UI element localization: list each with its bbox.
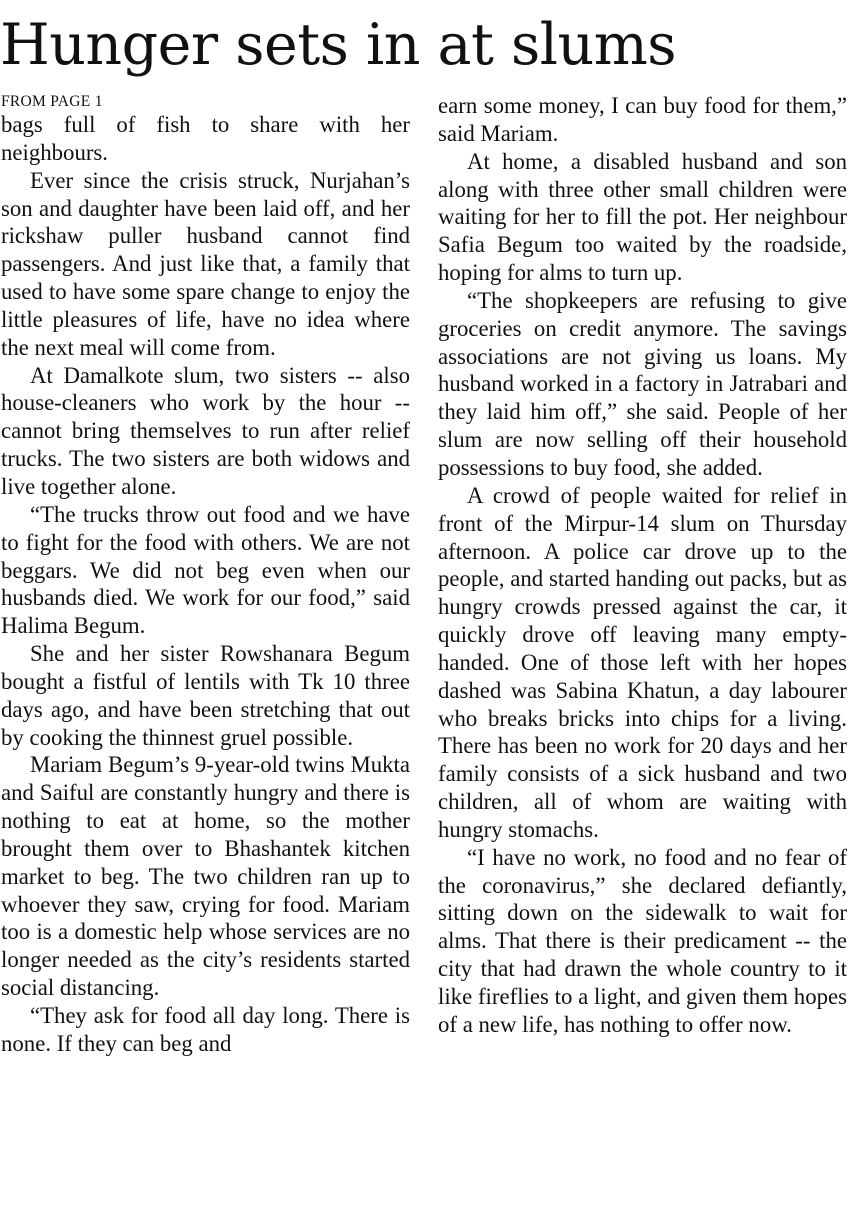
article-column-right: [438, 92, 847, 1039]
paragraph: At home, a disabled husband and son along with three other small children were waiting for her to fill the pot. Her neighbour Safia Begum too waited by the roadside, hoping for alms to turn up.: [438, 148, 847, 286]
paragraph: earn some money, I can buy food for them,” said Mariam.: [438, 93, 847, 146]
paragraph: At Damalkote slum, two sisters -- also house-cleaners who work by the hour -- cannot bring themselves to run after relief trucks. The two sisters are both widows and live together alone.: [1, 362, 410, 499]
paragraph: She and her sister Rowshanara Begum bought a fistful of lentils with Tk 10 three days ago, and have been stretching that out by cooking the thinnest gruel possible.: [1, 641, 410, 750]
headline: Hunger sets in at slums: [0, 12, 677, 78]
paragraph: Mariam Begum’s 9-year-old twins Mukta and Saiful are constantly hungry and there is nothing to eat at home, so the mother brought them over to Bhashantek kitchen market to beg. The two children ran up to whoever they saw, crying for food. Mariam too is a domestic help whose services are no longer needed as the city’s residents started social distancing.: [1, 752, 410, 1001]
paragraph: “I have no work, no food and no fear of the coronavirus,” she declared defiantly, sitting down on the sidewalk to wait for alms. That there is their predicament -- the city that had drawn the whole country to it like fireflies to a light, and given them hopes of a new life, has nothing to offer now.: [438, 844, 847, 1037]
paragraph: Ever since the crisis struck, Nurjahan’s son and daughter have been laid off, and her rickshaw puller husband cannot find passengers. And just like that, a family that used to have some spare change to enjoy the little pleasures of life, have no idea where the next meal will come from.: [1, 167, 410, 360]
paragraph: A crowd of people waited for relief in front of the Mirpur-14 slum on Thursday afternoon. A police car drove up to the people, and started handing out packs, but as hungry crowds pressed against the car, it quickly drove off leaving many empty-handed. One of those left with her hopes dashed was Sabina Khatun, a day labourer who breaks bricks into chips for a living. There has been no work for 20 days and her family consists of a sick husband and two children, all of whom are waiting with hungry stomachs.: [438, 482, 847, 842]
paragraph: “They ask for food all day long. There is none. If they can beg and: [1, 1003, 410, 1056]
paragraph: bags full of fish to share with her neighbours.: [1, 112, 410, 165]
paragraph: “The shopkeepers are refusing to give groceries on credit anymore. The savings associations are not giving us loans. My husband worked in a factory in Jatrabari and they laid him off,” she said. People of her slum are now selling off their household possessions to buy food, she added.: [438, 287, 847, 480]
paragraph: “The trucks throw out food and we have to fight for the food with others. We are not beggars. We did not beg even when our husbands died. We work for our food,” said Halima Begum.: [1, 501, 410, 639]
article-column-left: [1, 92, 410, 1058]
continued-from-label: FROM PAGE 1: [1, 93, 103, 110]
